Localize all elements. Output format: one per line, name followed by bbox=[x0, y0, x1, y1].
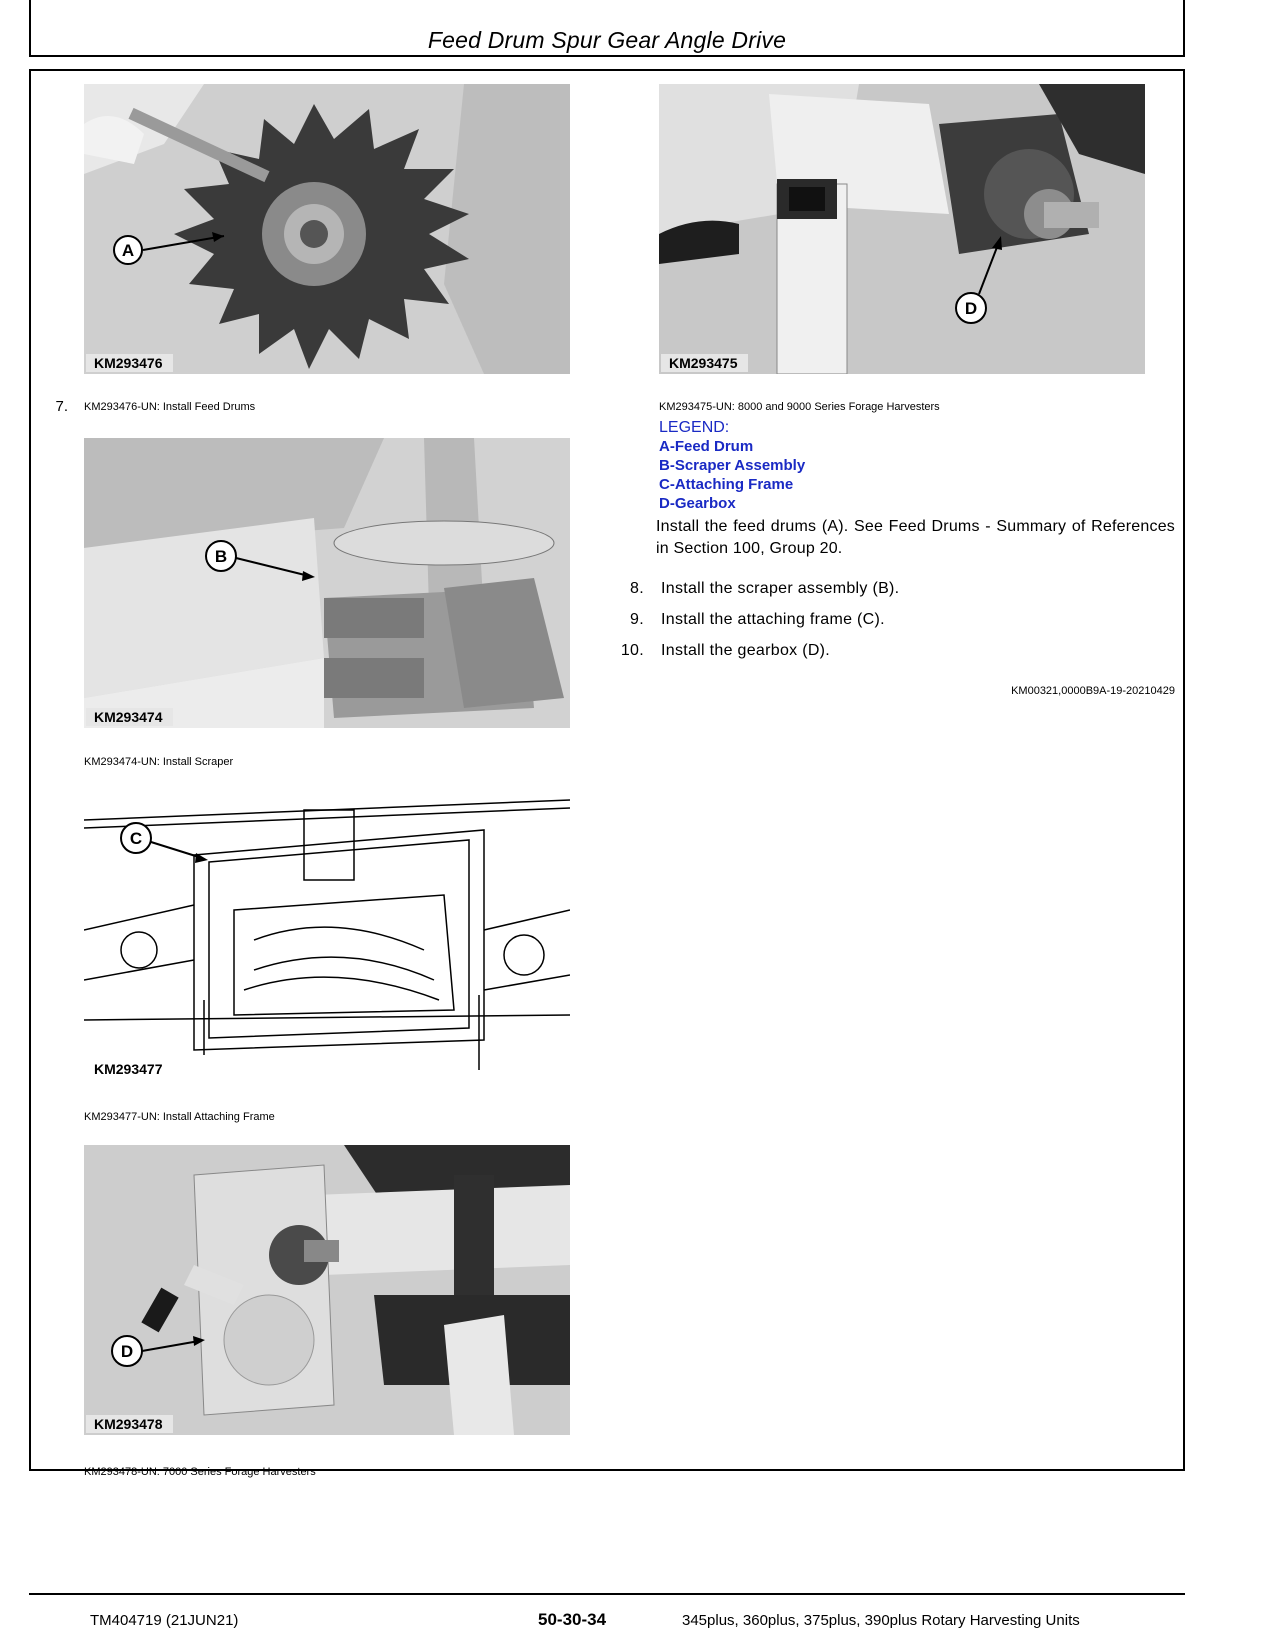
legend-item: C-Attaching Frame bbox=[659, 476, 794, 493]
step-text: Install the gearbox (D). bbox=[661, 642, 831, 659]
footer-rule bbox=[29, 1593, 1185, 1595]
page-header bbox=[29, 0, 1185, 57]
figure-label: KM293475 bbox=[661, 354, 748, 372]
figure-caption: KM293478-UN: 7000 Series Forage Harvesters bbox=[84, 1466, 316, 1478]
figure-label: KM293477 bbox=[86, 1060, 173, 1078]
callout-c: C bbox=[129, 829, 143, 848]
legend-heading: LEGEND: bbox=[659, 419, 730, 436]
figure-label: KM293476 bbox=[86, 354, 173, 372]
figure-gearbox-7000 bbox=[84, 1145, 570, 1435]
figure-scraper bbox=[84, 438, 570, 728]
feed-drum-illustration bbox=[84, 84, 570, 374]
step-text: Install the attaching frame (C). bbox=[661, 611, 885, 628]
callout-b: B bbox=[214, 547, 228, 566]
reference-code: KM00321,0000B9A-19-20210429 bbox=[1011, 685, 1175, 697]
step-text: Install the scraper assembly (B). bbox=[661, 580, 900, 597]
figure-caption: KM293475-UN: 8000 and 9000 Series Forage Harvesters bbox=[659, 401, 940, 413]
step-number: 8. bbox=[630, 580, 644, 597]
footer-page-number: 50-30-34 bbox=[538, 1610, 607, 1629]
step-number: 10. bbox=[620, 642, 644, 659]
callout-a: A bbox=[121, 241, 135, 260]
legend-item: D-Gearbox bbox=[659, 495, 736, 512]
legend bbox=[659, 418, 805, 513]
gearbox-7000-illustration bbox=[84, 1145, 570, 1435]
gearbox-8000-illustration bbox=[659, 84, 1145, 374]
legend-item: B-Scraper Assembly bbox=[659, 457, 806, 474]
figure-label: KM293478 bbox=[86, 1415, 173, 1433]
figure-attaching-frame bbox=[84, 790, 570, 1080]
figure-gearbox-8000-9000 bbox=[659, 84, 1145, 374]
legend-item: A-Feed Drum bbox=[659, 438, 754, 455]
footer-doc-id: TM404719 (21JUN21) bbox=[90, 1612, 239, 1629]
figure-caption: KM293476-UN: Install Feed Drums bbox=[84, 401, 256, 413]
step-number: 7. bbox=[55, 398, 68, 415]
figure-caption: KM293477-UN: Install Attaching Frame bbox=[84, 1111, 275, 1123]
callout-d: D bbox=[964, 299, 978, 318]
attaching-frame-illustration bbox=[84, 790, 570, 1080]
page-title: Feed Drum Spur Gear Angle Drive bbox=[427, 27, 787, 53]
step-7-text: Install the feed drums (A). See Feed Drums - Summary of References in Section 100, Group 20. bbox=[656, 518, 1175, 557]
step-number: 9. bbox=[630, 611, 644, 628]
figure-caption: KM293474-UN: Install Scraper bbox=[84, 756, 234, 768]
callout-d: D bbox=[120, 1342, 134, 1361]
footer-product: 345plus, 360plus, 375plus, 390plus Rotary Harvesting Units bbox=[682, 1612, 1080, 1629]
figure-label: KM293474 bbox=[86, 708, 173, 726]
figure-feed-drum bbox=[84, 84, 570, 374]
scraper-illustration bbox=[84, 438, 570, 728]
